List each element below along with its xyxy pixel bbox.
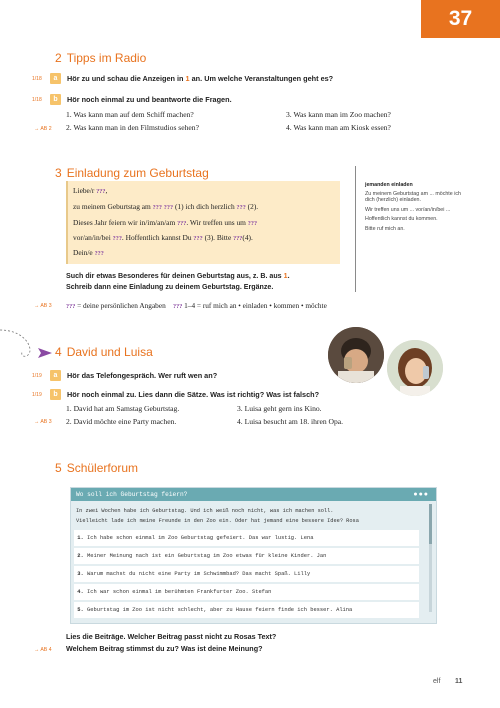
footer-page-number: 11 (455, 678, 463, 685)
placeholder-symbol: ??? (236, 204, 246, 211)
statement-2: 2. David möchte eine Party machen. (66, 417, 177, 426)
letter-text: vor/an/in/bei (73, 233, 111, 242)
post-text: Ich habe schon einmal im Zoo Geburtstag gefeiert. Das war lustig. Lena (87, 535, 314, 541)
section-number: 2 (55, 51, 62, 65)
phrase-4: Bitte ruf mich an. (365, 225, 405, 232)
placeholder-symbol: ??? (96, 188, 106, 195)
section-number: 5 (55, 461, 62, 475)
letter-line-1: Liebe/r ???, (73, 186, 108, 195)
post-number: 5. (77, 607, 84, 613)
letter-text: zu meinem Geburtstag am (73, 202, 151, 211)
statement-1: 1. David hat am Samstag Geburtstag. (66, 404, 180, 413)
placeholder-symbol: ??? (177, 220, 187, 227)
question-2: 2. Was kann man in den Filmstudios sehen? (66, 123, 199, 132)
task-letter-badge: b (50, 389, 61, 400)
letter-line-4 (73, 233, 253, 242)
legend-text: 1–4 = ruf mich an • einladen • kommen • möchte (184, 301, 327, 310)
workbook-reference: → AB 2 (34, 126, 52, 132)
luisa-photo (387, 340, 443, 396)
girl-on-phone-image (387, 340, 443, 396)
invitation-letter (66, 181, 340, 264)
forum-window (70, 487, 437, 624)
task-text: Hör noch einmal zu und beantworte die Fragen. (67, 95, 232, 104)
forum-post (74, 548, 419, 564)
letter-line-3 (73, 218, 257, 227)
audio-track-number: 1/19 (32, 392, 42, 398)
workbook-reference: → AB 3 (34, 419, 52, 425)
letter-text: . Hoffentlich kannst Du (121, 233, 192, 242)
task-5-question-1: Lies die Beiträge. Welcher Beitrag passt nicht zu Rosas Text? (66, 632, 277, 641)
task-text: Hör zu und schau die Anzeigen in (67, 74, 184, 83)
placeholder-symbol: ??? (94, 250, 104, 257)
phrase-box-title: jemanden einladen (365, 182, 413, 188)
post-number: 3. (77, 571, 84, 577)
task-text: Hör noch einmal zu. Lies dann die Sätze. Was ist richtig? Was ist falsch? (67, 390, 320, 399)
audio-track-number: 1/18 (32, 97, 42, 103)
reference-number: 1 (283, 272, 288, 280)
placeholder-symbol: ??? (173, 303, 183, 310)
section-title-text: David und Luisa (66, 345, 153, 359)
task-3-instruction-1: Such dir etwas Besonderes für deinen Geburtstag aus, z. B. aus 1 . (66, 272, 290, 280)
scrollbar-thumb[interactable] (429, 504, 432, 544)
placeholder-symbol: ??? (112, 235, 122, 242)
phrase-3: Hoffentlich kannst du kommen. (365, 216, 438, 223)
task-text: Such dir etwas Besonderes für deinen Geburtstag aus, z. B. aus (66, 272, 282, 280)
placeholder-symbol: ??? (193, 235, 203, 242)
forum-post (74, 566, 419, 582)
placeholder-symbol: ??? (233, 235, 243, 242)
task-4a (50, 370, 217, 381)
sidebar-divider (355, 166, 356, 292)
question-4: 4. Was kann man am Kiosk essen? (286, 123, 391, 132)
post-number: 4. (77, 589, 84, 595)
task-2a (50, 73, 333, 84)
statement-3: 3. Luisa geht gern ins Kino. (237, 404, 322, 413)
forum-title: Wo soll ich Geburtstag feiern? (76, 491, 188, 498)
workbook-reference: → AB 3 (34, 303, 52, 309)
forum-title-bar (71, 488, 436, 501)
task-text: Hör das Telefongespräch. Wer ruft wen an? (67, 371, 218, 380)
audio-track-number: 1/18 (32, 76, 42, 82)
phrase-2: Wir treffen uns um ... vor/an/in/bei ... (365, 206, 451, 213)
task-4b (50, 389, 319, 400)
page-number-tab: 37 (421, 0, 500, 38)
post-text: Warum machst du nicht eine Party im Schwimmbad? Das macht Spaß. Lilly (87, 571, 311, 577)
letter-line-2 (73, 202, 258, 211)
audio-track-number: 1/19 (32, 373, 42, 379)
forum-post (74, 530, 419, 546)
task-letter-badge: b (50, 94, 61, 105)
letter-text: Dieses Jahr feiern wir in/im/an/am (73, 218, 176, 227)
post-text: Meiner Meinung nach ist ein Geburtstag im Zoo etwas für kleine Kinder. Jan (87, 553, 327, 559)
placeholder-symbol: ??? (66, 303, 76, 310)
task-text: an. Um welche Veranstaltungen geht es? (191, 74, 334, 83)
section-2-title (55, 51, 146, 65)
david-photo (328, 327, 384, 383)
placeholder-symbol: ??? (163, 204, 174, 211)
question-1: 1. Was kann man auf dem Schiff machen? (66, 110, 194, 119)
phrase-1: Zu meinem Geburtstag am ... möchte ich dich (herzlich) einladen. (365, 190, 461, 204)
statement-4: 4. Luisa besucht am 18. ihren Opa. (237, 417, 344, 426)
section-number: 3 (55, 166, 62, 180)
phrase-box (365, 182, 461, 233)
section-3-title (55, 166, 209, 180)
letter-text: Liebe/r (73, 186, 95, 195)
post-number: 1. (77, 535, 84, 541)
section-title-text: Einladung zum Geburtstag (66, 166, 209, 180)
boy-on-phone-image (328, 327, 384, 383)
task-letter-badge: a (50, 370, 61, 381)
task-5-question-2: Welchem Beitrag stimmst du zu? Was ist deine Meinung? (66, 644, 263, 653)
section-5-title (55, 461, 138, 475)
section-title-text: Schülerforum (66, 461, 139, 475)
forum-post (74, 584, 419, 600)
reference-number: 1 (185, 74, 190, 83)
workbook-reference: → AB 4 (34, 647, 52, 653)
task-3-instruction-2: Schreib dann eine Einladung zu deinem Geburtstag. Ergänze. (66, 283, 274, 291)
symbol-legend (66, 301, 327, 310)
footer-page-word: elf (433, 678, 441, 685)
section-number: 4 (55, 345, 62, 359)
forum-post (74, 602, 419, 618)
letter-text: (3). Bitte (204, 233, 232, 242)
letter-text: (4). (242, 233, 253, 242)
post-text: Ich war schon einmal im berühmten Frankfurter Zoo. Stefan (87, 589, 272, 595)
section-title-text: Tipps im Radio (66, 51, 147, 65)
letter-text: . Wir treffen uns um (186, 218, 246, 227)
placeholder-symbol: ??? (152, 204, 162, 211)
legend-text: = deine persönlichen Angaben (77, 301, 166, 310)
letter-text: Dein/e (73, 248, 93, 257)
opening-post-line: In zwei Wochen habe ich Geburtstag. Und ich weiß noch nicht, was ich machen soll. (76, 508, 334, 514)
letter-line-5 (73, 248, 104, 257)
task-2b (50, 94, 232, 105)
window-controls-icon[interactable]: ●●● (413, 490, 429, 499)
post-text: Geburtstag im Zoo ist nicht schlecht, aber zu Hause feiern finde ich besser. Alina (87, 607, 353, 613)
forum-opening-post (71, 501, 436, 529)
letter-text: (2). (247, 202, 259, 211)
placeholder-symbol: ??? (247, 220, 258, 227)
task-letter-badge: a (50, 73, 61, 84)
question-3: 3. Was kann man im Zoo machen? (286, 110, 391, 119)
letter-text: (1) ich dich herzlich (174, 202, 235, 211)
post-number: 2. (77, 553, 84, 559)
section-4-title (55, 345, 153, 359)
arrow-icon (38, 348, 52, 358)
opening-post-line: Vielleicht lade ich meine Freunde in den Zoo ein. Oder hat jemand eine bessere Idee? Rosa (76, 518, 359, 524)
